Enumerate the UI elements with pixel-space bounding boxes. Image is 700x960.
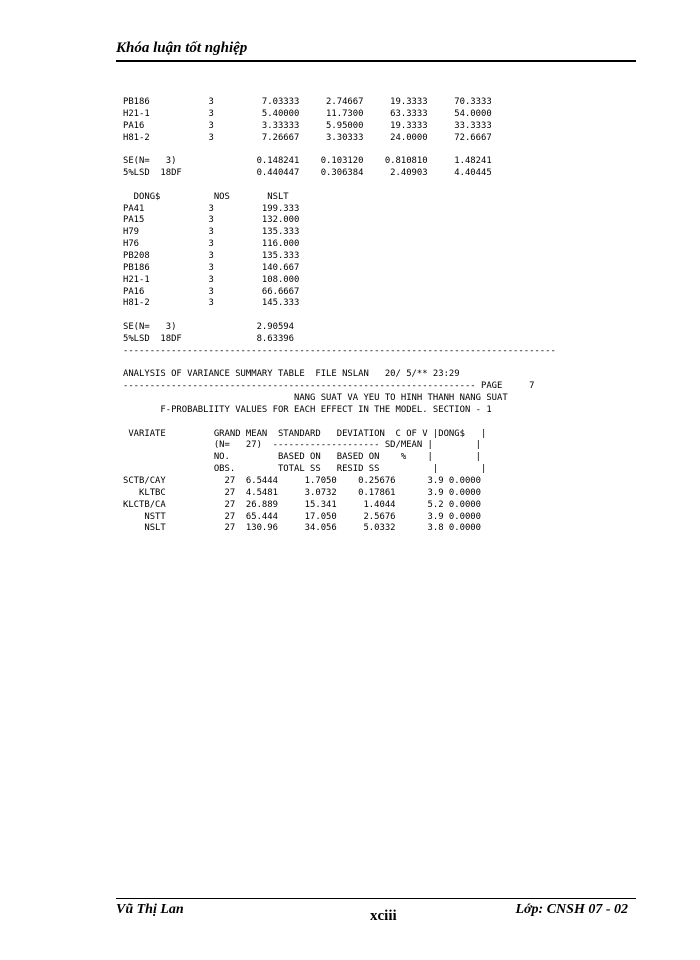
output-line: NSLT 27 130.96 34.056 5.0332 3.8 0.0000 [123, 523, 481, 534]
output-line: PA41 3 199.333 [123, 203, 300, 214]
output-line: H21-1 3 5.40000 11.7300 63.3333 54.0000 [123, 108, 492, 119]
output-line: PB208 3 135.333 [123, 250, 300, 261]
output-line: ------------------------------------------------------------------ PAGE 7 [123, 381, 535, 392]
output-line: H76 3 116.000 [123, 239, 300, 250]
output-line: PB186 3 7.03333 2.74667 19.3333 70.3333 [123, 97, 492, 107]
output-line: DONG$ NOS NSLT [123, 191, 289, 202]
output-line: NSTT 27 65.444 17.050 2.5676 3.9 0.0000 [123, 511, 481, 522]
page-header-title: Khóa luận tốt nghiệp [116, 40, 248, 56]
output-line: NANG SUAT VA YEU TO HINH THANH NANG SUAT [123, 393, 508, 404]
output-line: KLTBC 27 4.5481 3.0732 0.17861 3.9 0.0000 [123, 487, 481, 498]
output-line: SCTB/CAY 27 6.5444 1.7050 0.25676 3.9 0.0000 [123, 476, 481, 486]
footer-class: Lớp: CNSH 07 - 02 [515, 902, 628, 917]
output-line: H81-2 3 145.333 [123, 298, 300, 309]
footer-rule [116, 898, 636, 899]
output-line: NO. BASED ON BASED ON % | | [123, 452, 481, 463]
output-line: --------------------------------------------------------------------------------- [123, 345, 556, 356]
output-line: (N= 27) -------------------- SD/MEAN | | [123, 440, 481, 451]
output-line: F-PROBABLIITY VALUES FOR EACH EFFECT IN THE MODEL. SECTION - 1 [123, 404, 492, 415]
footer-author: Vũ Thị Lan [116, 902, 184, 917]
output-line: 5%LSD 18DF 8.63396 [123, 333, 294, 344]
output-line: 5%LSD 18DF 0.440447 0.306384 2.40903 4.40445 [123, 168, 492, 179]
output-line: SE(N= 3) 0.148241 0.103120 0.810810 1.48241 [123, 156, 492, 167]
page-number: xciii [370, 908, 397, 924]
output-line: H79 3 135.333 [123, 227, 300, 238]
output-line: ANALYSIS OF VARIANCE SUMMARY TABLE FILE NSLAN 20/ 5/** 23:29 [123, 369, 460, 380]
statistical-output [123, 97, 556, 535]
output-line: PA16 3 3.33333 5.95000 19.3333 33.3333 [123, 120, 492, 131]
output-line: H81-2 3 7.26667 3.30333 24.0000 72.6667 [123, 132, 492, 143]
output-line: PB186 3 140.667 [123, 262, 300, 273]
header-rule [116, 60, 636, 62]
output-line: PA16 3 66.6667 [123, 286, 300, 297]
output-line: VARIATE GRAND MEAN STANDARD DEVIATION C OF V |DONG$ | [123, 428, 487, 439]
output-line: KLCTB/CA 27 26.889 15.341 1.4044 5.2 0.0000 [123, 499, 481, 510]
output-line: PA15 3 132.000 [123, 215, 300, 226]
output-line: H21-1 3 108.000 [123, 274, 300, 285]
output-line: OBS. TOTAL SS RESID SS | | [123, 464, 487, 475]
output-line: SE(N= 3) 2.90594 [123, 322, 294, 333]
